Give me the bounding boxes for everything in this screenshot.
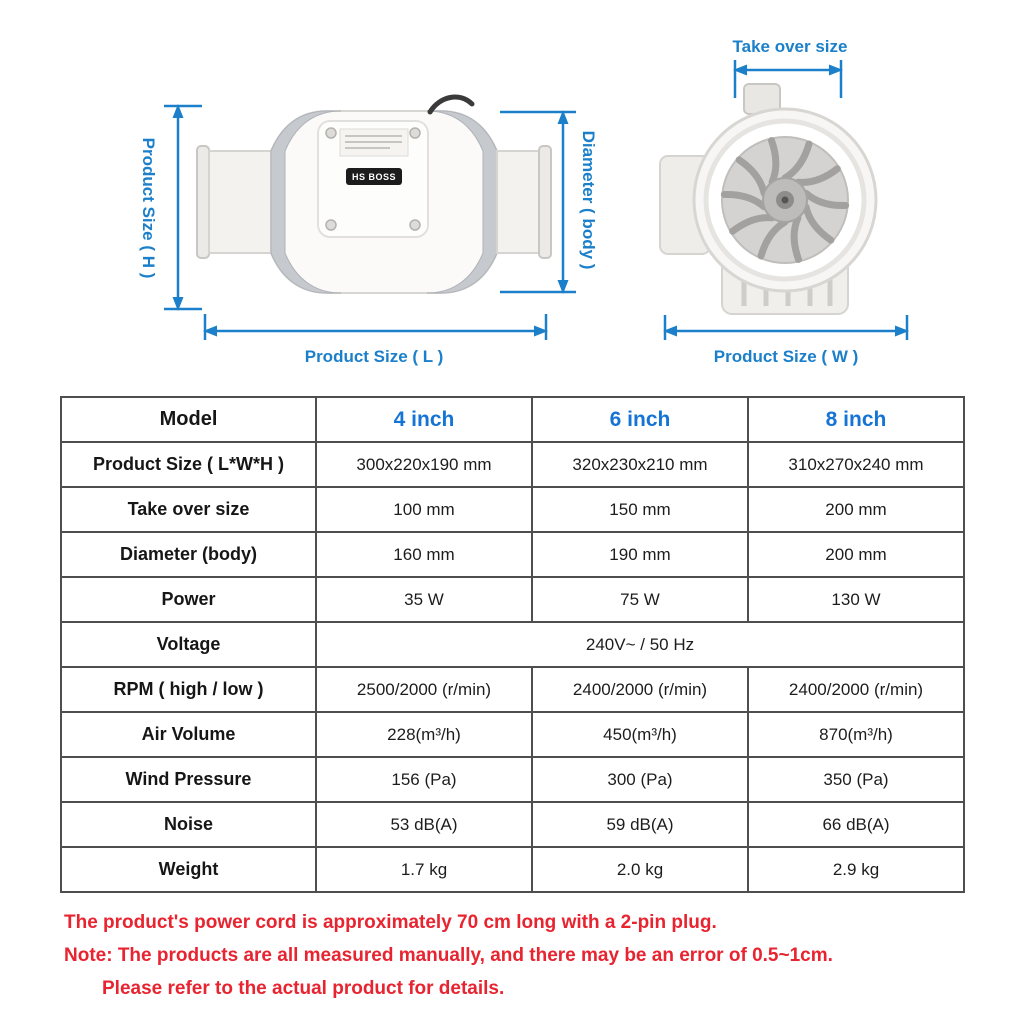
table-row-product-size xyxy=(61,442,964,487)
row-label: Diameter (body) xyxy=(61,532,316,577)
width-dimension-label: Product Size ( W ) xyxy=(713,347,859,366)
spec-value: 200 mm xyxy=(748,532,964,577)
fan-front-view-image xyxy=(660,84,876,314)
note-line-refer: Please refer to the actual product for details. xyxy=(102,978,505,999)
diameter-dimension-label: Diameter ( body ) xyxy=(579,130,598,270)
spec-value: 310x270x240 mm xyxy=(748,442,964,487)
spec-value: 300x220x190 mm xyxy=(316,442,532,487)
spec-table xyxy=(60,396,965,893)
height-dimension-label: Product Size ( H ) xyxy=(139,137,158,279)
table-row-rpm xyxy=(61,667,964,712)
table-row-power xyxy=(61,577,964,622)
dimension-diagrams xyxy=(0,0,1024,390)
column-header-6inch: 6 inch xyxy=(532,397,748,442)
spec-value: 190 mm xyxy=(532,532,748,577)
spec-value: 35 W xyxy=(316,577,532,622)
spec-value: 300 (Pa) xyxy=(532,757,748,802)
length-dimension-arrow xyxy=(203,314,548,340)
table-row-air-volume xyxy=(61,712,964,757)
table-row-weight xyxy=(61,847,964,892)
take-over-size-label: Take over size xyxy=(732,37,848,56)
spec-value: 130 W xyxy=(748,577,964,622)
width-dimension-arrow xyxy=(663,315,909,340)
table-row-take-over-size xyxy=(61,487,964,532)
spec-value: 53 dB(A) xyxy=(316,802,532,847)
table-header-row xyxy=(61,397,964,442)
row-label: Take over size xyxy=(61,487,316,532)
row-label: Air Volume xyxy=(61,712,316,757)
spec-value: 240V~ / 50 Hz xyxy=(316,622,964,667)
row-label: RPM ( high / low ) xyxy=(61,667,316,712)
spec-value: 2500/2000 (r/min) xyxy=(316,667,532,712)
fan-side-view-image xyxy=(197,97,551,293)
spec-value: 1.7 kg xyxy=(316,847,532,892)
row-label: Product Size ( L*W*H ) xyxy=(61,442,316,487)
product-notes xyxy=(64,906,984,1005)
spec-value: 2.9 kg xyxy=(748,847,964,892)
spec-value: 2400/2000 (r/min) xyxy=(532,667,748,712)
length-dimension-label: Product Size ( L ) xyxy=(304,347,444,366)
table-row-diameter xyxy=(61,532,964,577)
row-label: Noise xyxy=(61,802,316,847)
spec-value: 75 W xyxy=(532,577,748,622)
spec-value: 200 mm xyxy=(748,487,964,532)
spec-value: 2400/2000 (r/min) xyxy=(748,667,964,712)
column-header-model: Model xyxy=(61,397,316,442)
note-line-measurement: Note: The products are all measured manually, and there may be an error of 0.5~1cm. xyxy=(64,945,833,966)
spec-value: 350 (Pa) xyxy=(748,757,964,802)
row-label: Power xyxy=(61,577,316,622)
table-row-voltage xyxy=(61,622,964,667)
row-label: Weight xyxy=(61,847,316,892)
table-row-wind-pressure xyxy=(61,757,964,802)
row-label: Wind Pressure xyxy=(61,757,316,802)
brand-logo: HS BOSS xyxy=(346,168,402,185)
spec-value: 156 (Pa) xyxy=(316,757,532,802)
spec-value: 2.0 kg xyxy=(532,847,748,892)
spec-value: 150 mm xyxy=(532,487,748,532)
spec-value: 870(m³/h) xyxy=(748,712,964,757)
table-row-noise xyxy=(61,802,964,847)
spec-value: 450(m³/h) xyxy=(532,712,748,757)
spec-value: 228(m³/h) xyxy=(316,712,532,757)
row-label: Voltage xyxy=(61,622,316,667)
spec-value: 66 dB(A) xyxy=(748,802,964,847)
column-header-8inch: 8 inch xyxy=(748,397,964,442)
spec-value: 160 mm xyxy=(316,532,532,577)
note-line-power-cord: The product's power cord is approximately 70 cm long with a 2-pin plug. xyxy=(64,912,717,933)
spec-value: 320x230x210 mm xyxy=(532,442,748,487)
column-header-4inch: 4 inch xyxy=(316,397,532,442)
spec-value: 59 dB(A) xyxy=(532,802,748,847)
spec-value: 100 mm xyxy=(316,487,532,532)
